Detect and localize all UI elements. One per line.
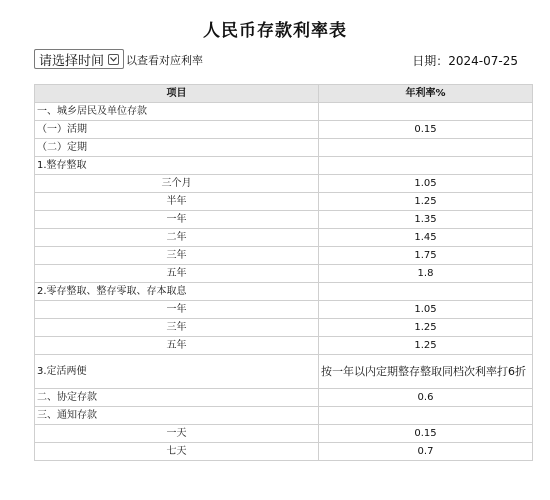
table-row (35, 175, 533, 193)
row-rate: 1.05 (319, 301, 533, 319)
select-hint: 以查看对应利率 (126, 54, 203, 67)
row-rate (319, 407, 533, 425)
table-row (35, 229, 533, 247)
table-row (35, 355, 533, 389)
row-label: 一年 (35, 211, 319, 229)
toolbar (34, 49, 518, 71)
table-row (35, 319, 533, 337)
table-row (35, 283, 533, 301)
table-header-row (35, 85, 533, 103)
row-label: 一、城乡居民及单位存款 (35, 103, 319, 121)
row-label: 二年 (35, 229, 319, 247)
table-row (35, 265, 533, 283)
date-label: 日期：2024-07-25 (412, 54, 518, 68)
row-label: 三个月 (35, 175, 319, 193)
row-label: 三年 (35, 319, 319, 337)
row-label: （一）活期 (35, 121, 319, 139)
row-label: 一年 (35, 301, 319, 319)
table-row (35, 193, 533, 211)
table-row (35, 121, 533, 139)
column-header-rate: 年利率% (319, 85, 533, 103)
table-row (35, 301, 533, 319)
row-rate: 0.6 (319, 389, 533, 407)
row-rate (319, 103, 533, 121)
row-label: 五年 (35, 265, 319, 283)
table-row (35, 425, 533, 443)
period-select-value: 请选择时间 (39, 53, 105, 69)
row-label: （二）定期 (35, 139, 319, 157)
row-label: 三、通知存款 (35, 407, 319, 425)
row-label: 3.定活两便 (35, 355, 319, 389)
table-row (35, 389, 533, 407)
table-row (35, 211, 533, 229)
row-rate: 1.8 (319, 265, 533, 283)
row-label: 二、协定存款 (35, 389, 319, 407)
row-label: 五年 (35, 337, 319, 355)
row-rate: 1.75 (319, 247, 533, 265)
table-row (35, 103, 533, 121)
row-label: 三年 (35, 247, 319, 265)
row-rate: 0.15 (319, 425, 533, 443)
row-rate: 1.35 (319, 211, 533, 229)
row-rate (319, 283, 533, 301)
row-label: 七天 (35, 443, 319, 461)
row-rate (319, 157, 533, 175)
row-rate: 0.15 (319, 121, 533, 139)
column-header-item: 项目 (35, 85, 319, 103)
rate-table-body (35, 103, 533, 461)
row-label: 半年 (35, 193, 319, 211)
table-row (35, 247, 533, 265)
row-rate: 按一年以内定期整存整取同档次利率打6折 (319, 355, 533, 389)
row-rate: 1.25 (319, 193, 533, 211)
row-rate: 1.45 (319, 229, 533, 247)
row-rate: 1.05 (319, 175, 533, 193)
row-label: 1.整存整取 (35, 157, 319, 175)
table-row (35, 407, 533, 425)
row-label: 一天 (35, 425, 319, 443)
table-row (35, 139, 533, 157)
chevron-down-icon (108, 54, 119, 65)
page-title: 人民币存款利率表 (203, 21, 347, 41)
table-row (35, 157, 533, 175)
row-rate: 1.25 (319, 319, 533, 337)
period-select[interactable] (34, 49, 124, 69)
row-rate (319, 139, 533, 157)
table-row (35, 443, 533, 461)
row-rate: 1.25 (319, 337, 533, 355)
table-row (35, 337, 533, 355)
row-rate: 0.7 (319, 443, 533, 461)
rate-table (34, 84, 533, 461)
row-label: 2.零存整取、整存零取、存本取息 (35, 283, 319, 301)
